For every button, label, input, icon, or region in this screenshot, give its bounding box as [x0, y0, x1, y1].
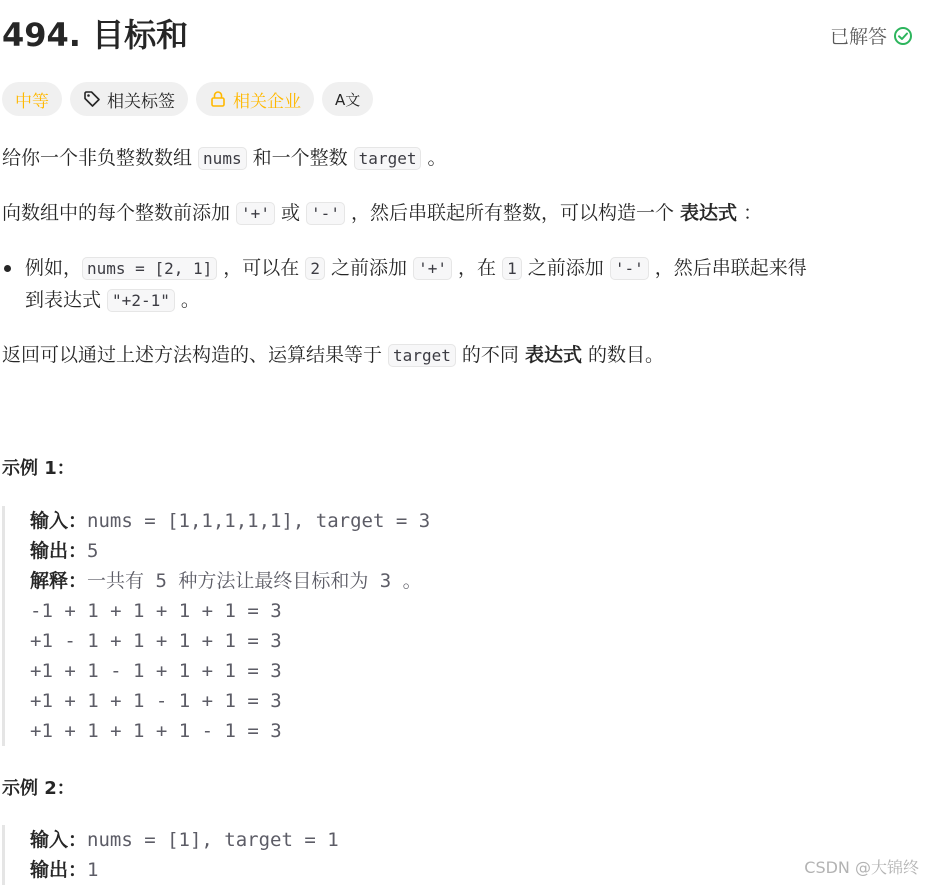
- inline-code: target: [354, 147, 422, 170]
- difficulty-badge: [2, 82, 62, 116]
- explain-value: 一共有 5 种方法让最终目标和为 3 。: [87, 570, 422, 592]
- inline-code: '-': [306, 202, 345, 225]
- example-1-title: 示例 1：: [2, 458, 75, 479]
- explain-expression: +1 + 1 + 1 + 1 - 1 = 3: [30, 720, 282, 742]
- explain-label: 解释：: [30, 570, 88, 592]
- desc-paragraph-3: [2, 341, 664, 370]
- inline-code: nums: [198, 147, 247, 170]
- text: 向数组中的每个整数前添加: [2, 202, 237, 224]
- desc-bullet-cont: [25, 286, 200, 315]
- solved-status: [830, 22, 913, 49]
- text: ，在: [451, 257, 503, 279]
- text: 之前添加: [324, 257, 414, 279]
- text: 返回可以通过上述方法构造的、运算结果等于: [2, 344, 389, 366]
- text: 之前添加: [521, 257, 610, 279]
- input-label: 输入：: [30, 510, 88, 532]
- tag-bar: [2, 82, 373, 116]
- text: 和一个整数: [246, 147, 354, 169]
- bullet-icon: [4, 265, 11, 272]
- output-value: 5: [87, 540, 99, 562]
- problem-header: [2, 10, 913, 60]
- input-label: 输入：: [30, 829, 88, 851]
- text: ，然后串联起所有整数，可以构造一个: [344, 202, 681, 224]
- inline-code: 2: [305, 257, 325, 280]
- example-line: [30, 825, 339, 855]
- example-2-title: 示例 2：: [2, 778, 75, 799]
- bold-term: 表达式: [524, 344, 582, 366]
- problem-title: 494. 目标和: [2, 16, 189, 54]
- text: 的不同: [455, 344, 525, 366]
- inline-code: "+2-1": [107, 289, 175, 312]
- explain-expression: +1 - 1 + 1 + 1 + 1 = 3: [30, 630, 282, 652]
- difficulty-label: 中等: [15, 91, 49, 112]
- text: 到表达式: [25, 289, 108, 311]
- explain-expression: +1 + 1 - 1 + 1 + 1 = 3: [30, 660, 282, 682]
- example-2-block: [2, 825, 339, 885]
- inline-code: target: [388, 344, 456, 367]
- translate-icon: A文: [335, 90, 361, 109]
- output-label: 输出：: [30, 859, 88, 881]
- text: ：: [737, 202, 763, 224]
- inline-code: '+': [236, 202, 275, 225]
- text: ，可以在: [217, 257, 306, 279]
- output-label: 输出：: [30, 540, 88, 562]
- example-line: [30, 855, 339, 885]
- desc-paragraph-1: [2, 144, 447, 173]
- explain-expression: -1 + 1 + 1 + 1 + 1 = 3: [30, 600, 282, 622]
- text: ，然后串联起来得: [648, 257, 807, 279]
- watermark: CSDN @大锦终: [804, 858, 919, 877]
- input-value: nums = [1], target = 1: [87, 829, 339, 851]
- text: 。: [421, 147, 447, 169]
- text: 例如，: [25, 257, 83, 279]
- explain-expression: +1 + 1 + 1 - 1 + 1 = 3: [30, 690, 282, 712]
- companies-tag-label: 相关企业: [233, 91, 301, 112]
- example-line: [30, 506, 430, 536]
- desc-paragraph-2: [2, 199, 762, 228]
- example-line: [30, 566, 430, 596]
- text: 的数目。: [581, 344, 664, 366]
- example-line: [30, 536, 430, 566]
- inline-code: '+': [413, 257, 452, 280]
- example-1-block: [2, 506, 430, 746]
- desc-bullet: [4, 254, 807, 283]
- companies-tag-button[interactable]: [196, 82, 314, 116]
- lock-icon: [209, 90, 227, 108]
- input-value: nums = [1,1,1,1,1], target = 3: [87, 510, 431, 532]
- solved-label: 已解答: [829, 26, 887, 48]
- text: 给你一个非负整数数组: [2, 147, 199, 169]
- bold-term: 表达式: [680, 202, 738, 224]
- tag-icon: [83, 90, 101, 108]
- translate-button[interactable]: [322, 82, 373, 116]
- inline-code: '-': [610, 257, 649, 280]
- topics-tag-label: 相关标签: [107, 91, 175, 112]
- inline-code: nums = [2, 1]: [82, 257, 217, 280]
- output-value: 1: [87, 859, 99, 881]
- text: 。: [174, 289, 200, 311]
- text: 或: [274, 202, 307, 224]
- topics-tag-button[interactable]: [70, 82, 188, 116]
- check-circle-icon: [893, 26, 913, 46]
- inline-code: 1: [502, 257, 522, 280]
